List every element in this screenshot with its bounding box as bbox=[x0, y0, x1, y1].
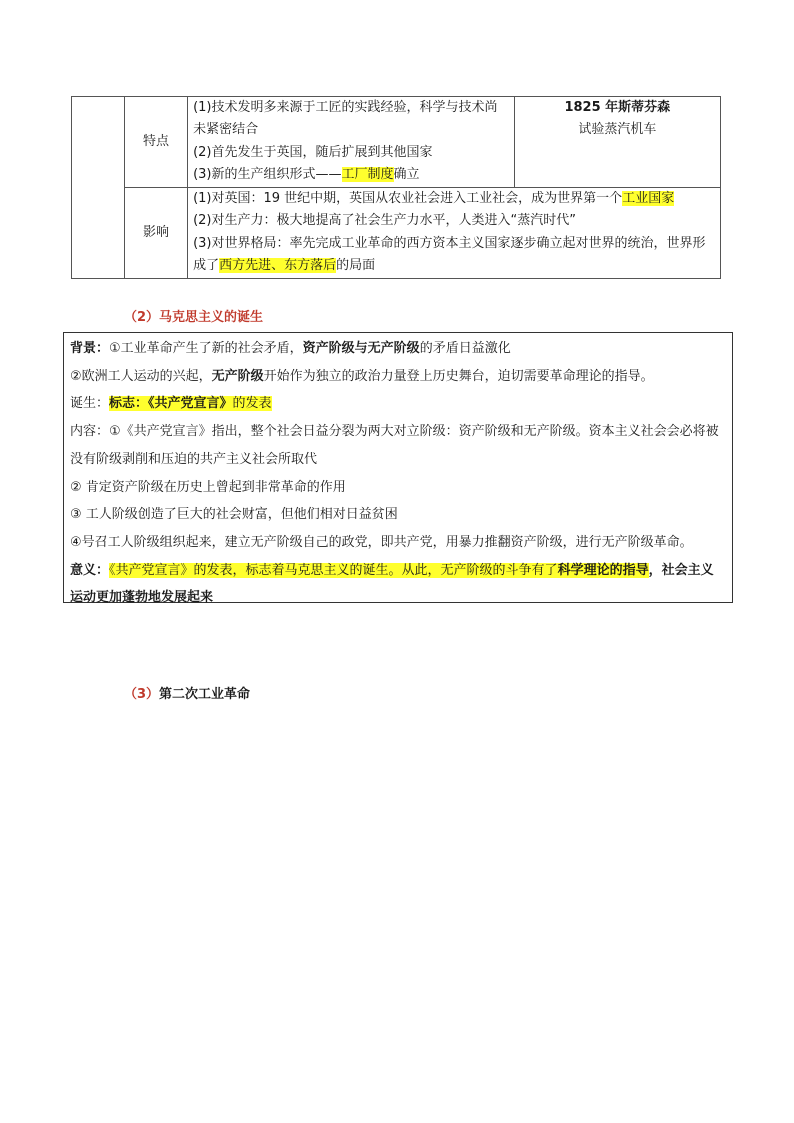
impact-item-1: (1)对英国：19 世纪中期，英国从农业社会进入工业社会，成为世界第一个工业国家 bbox=[193, 191, 675, 206]
west-east-highlight: 西方先进、东方落后 bbox=[219, 258, 337, 274]
impact-list bbox=[188, 188, 721, 279]
factory-system-highlight: 工厂制度 bbox=[341, 167, 394, 183]
content-line-3: ③ 工人阶级创造了巨大的社会财富，但他们相对日益贫困 bbox=[70, 507, 398, 523]
birth-line: 诞生：标志：《共产党宣言》的发表 bbox=[70, 396, 272, 412]
content-line-1: 内容：①《共产党宣言》指出，整个社会日益分裂为两大对立阶级：资产阶级和无产阶级。资本主义社会会必将被没有阶级剥削和压迫的共产主义社会所取代 bbox=[70, 424, 719, 467]
impact-label: 影响 bbox=[124, 188, 187, 279]
feature-item-3: (3)新的生产组织形式——工厂制度确立 bbox=[193, 167, 420, 183]
features-label: 特点 bbox=[124, 97, 187, 188]
industrial-revolution-table bbox=[71, 96, 721, 279]
content-line-2: ② 肯定资产阶级在历史上曾起到非常革命的作用 bbox=[70, 479, 346, 495]
industrial-nation-highlight: 工业国家 bbox=[622, 191, 675, 206]
meaning-line: 意义：《共产党宣言》的发表，标志着马克思主义的诞生。从此，无产阶级的斗争有了科学理论的指导，社会主义运动更加蓬勃地发展起来 bbox=[70, 562, 714, 606]
features-list bbox=[188, 97, 515, 188]
section-2-heading: （2）马克思主义的诞生 bbox=[124, 310, 264, 325]
feature-item-2: (2)首先发生于英国，随后扩展到其他国家 bbox=[193, 144, 433, 160]
impact-item-2: (2)对生产力：极大地提高了社会生产力水平，人类进入“蒸汽时代” bbox=[193, 213, 576, 229]
table-blank-cell bbox=[72, 97, 125, 279]
marxism-box bbox=[63, 332, 733, 606]
steam-locomotive-caption: 1825 年斯蒂芬森 试验蒸汽机车 bbox=[514, 97, 720, 188]
background-line-1: 背景：①工业革命产生了新的社会矛盾，资产阶级与无产阶级的矛盾日益激化 bbox=[70, 341, 511, 356]
content-line-4: ④号召工人阶级组织起来，建立无产阶级自己的政党，即共产党，用暴力推翻资产阶级，进行无产阶级革命。 bbox=[70, 534, 693, 550]
impact-item-3: (3)对世界格局：率先完成工业革命的西方资本主义国家逐步确立起对世界的统治，世界形成了西方先进、东方落后的局面 bbox=[193, 235, 706, 274]
section-3-heading: （3）第二次工业革命 bbox=[124, 687, 251, 702]
feature-item-1: (1)技术发明多来源于工匠的实践经验，科学与技术尚未紧密结合 bbox=[193, 100, 498, 138]
background-line-2: ②欧洲工人运动的兴起，无产阶级开始作为独立的政治力量登上历史舞台，迫切需要革命理论的指导。 bbox=[70, 368, 654, 384]
